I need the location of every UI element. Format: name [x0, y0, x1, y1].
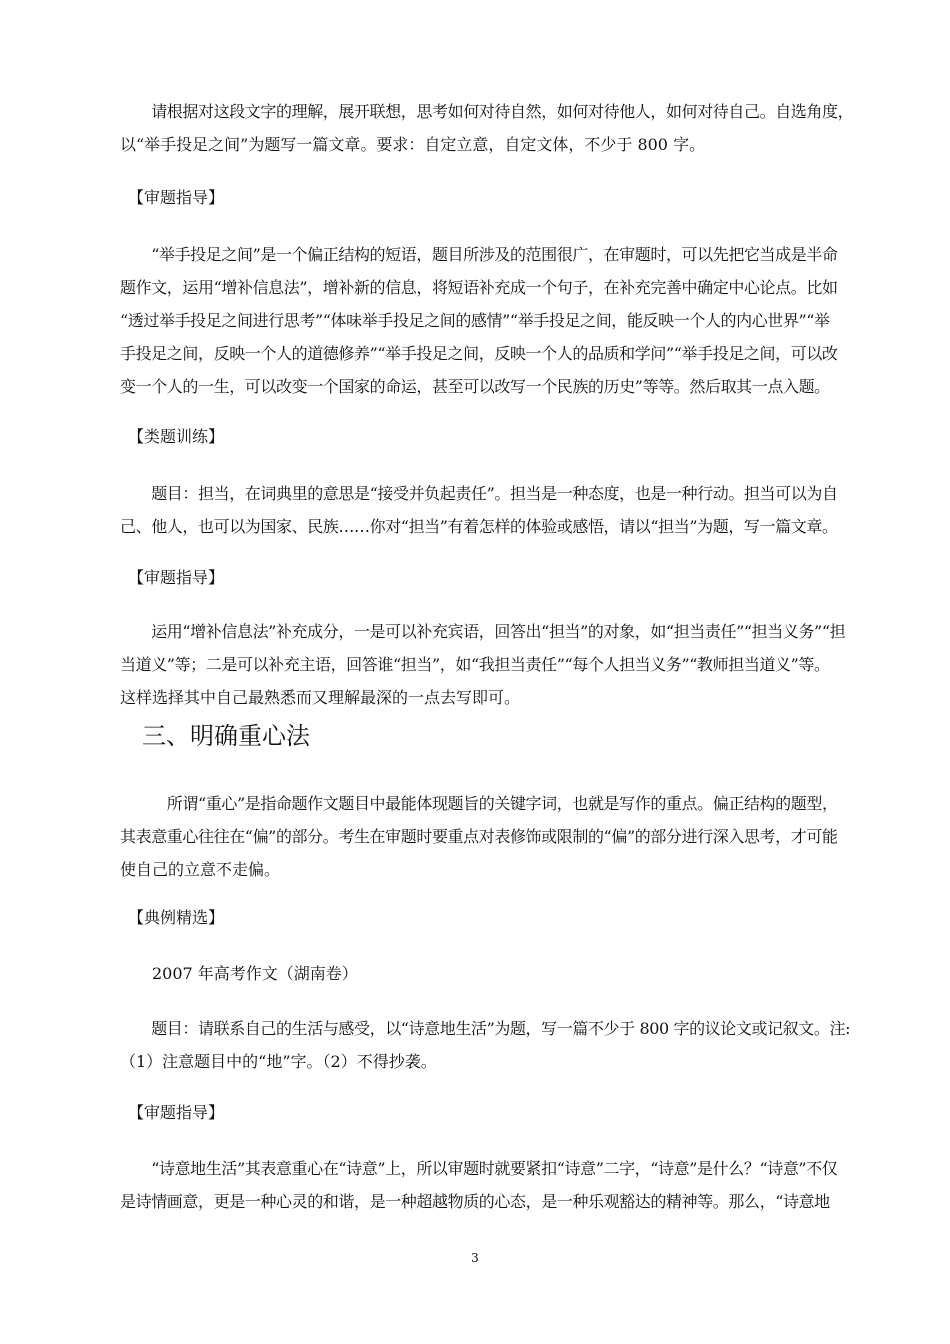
text-line: 【审题指导】: [120, 568, 225, 587]
paragraph-example-question: [120, 1012, 855, 1078]
label-example: [120, 901, 855, 934]
text-line: 题目：请联系自己的生活与感受，以“诗意地生活”为题，写一篇不少于 800 字的议论文或记叙文。注:: [120, 1019, 851, 1038]
text-line: 请根据对这段文字的理解，展开联想，思考如何对待自然，如何对待他人，如何对待自己。自选角度，: [120, 102, 854, 121]
text-line: 题作文，运用“增补信息法”，增补新的信息，将短语补充成一个句子，在补充完善中确定中心论点。比如: [120, 278, 838, 297]
text-line: 【审题指导】: [120, 188, 225, 207]
text-line: 所谓“重心”是指命题作文题目中最能体现题旨的关键字词，也就是写作的重点。偏正结构的题型，: [120, 794, 838, 813]
text-line: 【典例精选】: [120, 908, 225, 927]
section-heading: 三、明确重心法: [142, 722, 310, 750]
text-line: “诗意地生活”其表意重心在“诗意”上，所以审题时就要紧扣“诗意”二字，“诗意”是什么？“诗意”不仅: [120, 1159, 838, 1178]
example-title: [120, 957, 855, 990]
text-line: （1）注意题目中的“地”字。（2）不得抄袭。: [120, 1052, 437, 1071]
text-line: 这样选择其中自己最熟悉而又理解最深的一点去写即可。: [120, 688, 521, 707]
paragraph-practice-analysis: [120, 615, 855, 714]
text-line: “透过举手投足之间进行思考”“体味举手投足之间的感情”“举手投足之间，能反映一个人的内心世界”“举: [120, 311, 830, 330]
paragraph-practice-question: [120, 477, 855, 543]
text-line: 运用“增补信息法”补充成分，一是可以补充宾语，回答出“担当”的对象，如“担当责任”“担当义务”“担: [120, 622, 846, 641]
label-similar-practice: [120, 420, 855, 453]
text-line: 是诗情画意，更是一种心灵的和谐，是一种超越物质的心态，是一种乐观豁达的精神等。那么，“诗意地: [120, 1192, 830, 1211]
text-line: 题目：担当，在词典里的意思是“接受并负起责任”。担当是一种态度，也是一种行动。担当可以为自: [120, 484, 838, 503]
text-line: 变一个人的一生，可以改变一个国家的命运，甚至可以改写一个民族的历史”等等。然后取其一点入题。: [120, 377, 830, 396]
text-line: 使自己的立意不走偏。: [120, 860, 281, 879]
text-line: 2007 年高考作文（湖南卷）: [120, 964, 358, 983]
text-line: 当道义”等；二是可以补充主语，回答谁“担当”，如“我担当责任”“每个人担当义务”“教师担当道义”等。: [120, 655, 830, 674]
text-line: “举手投足之间”是一个偏正结构的短语，题目所涉及的范围很广，在审题时，可以先把它当成是半命: [120, 245, 838, 264]
text-line: 【审题指导】: [120, 1103, 225, 1122]
label-analysis-guide: [120, 1096, 855, 1129]
text-line: 其表意重心往往在“偏”的部分。考生在审题时要重点对表修饰或限制的“偏”的部分进行深入思考，才可能: [120, 827, 838, 846]
label-analysis-guide: [120, 181, 855, 214]
text-line: 手投足之间，反映一个人的道德修养”“举手投足之间，反映一个人的品质和学问”“举手投足之间，可以改: [120, 344, 838, 363]
page-number: 3: [471, 1251, 479, 1265]
text-line: 【类题训练】: [120, 427, 225, 446]
paragraph-focus-method: [120, 787, 855, 886]
paragraph-example-analysis: [120, 1152, 855, 1218]
paragraph-essay-prompt: [120, 95, 855, 161]
text-line: 以“举手投足之间”为题写一篇文章。要求：自定立意，自定文体，不少于 800 字。: [120, 135, 706, 154]
text-line: 己、他人，也可以为国家、民族……你对“担当”有着怎样的体验或感悟，请以“担当”为题，写一篇文章。: [120, 517, 838, 536]
paragraph-analysis: [120, 238, 855, 403]
label-analysis-guide: [120, 561, 855, 594]
